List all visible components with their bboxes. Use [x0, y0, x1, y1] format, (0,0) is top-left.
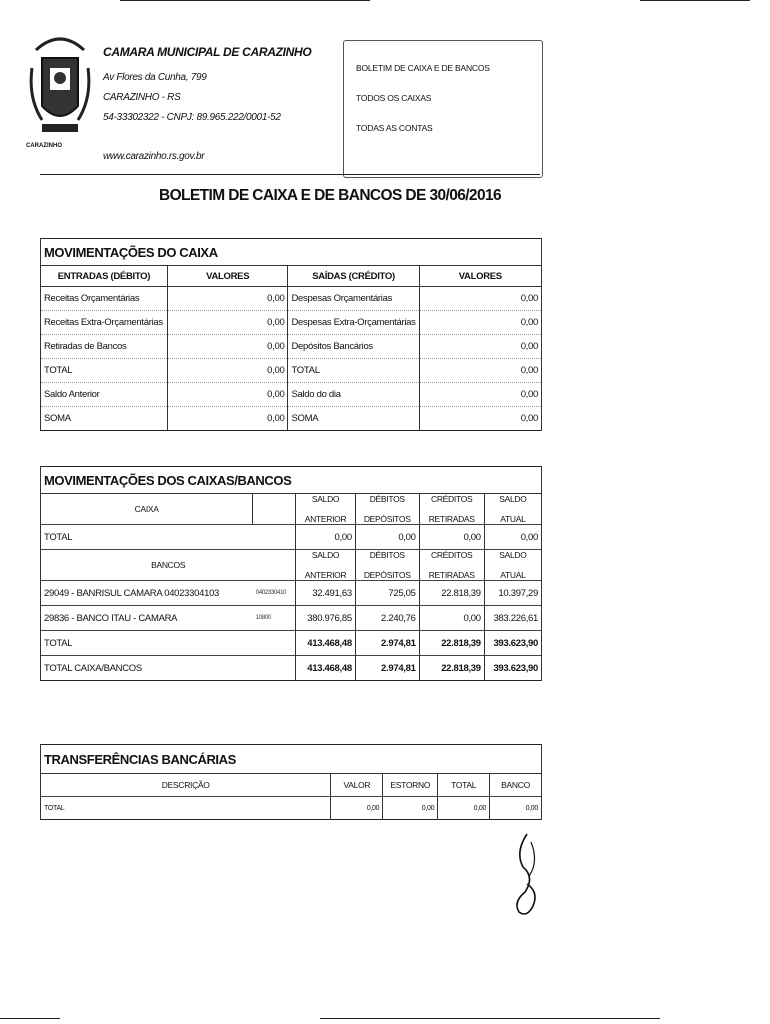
table-row [41, 287, 542, 311]
column-header: CAIXA [41, 494, 253, 525]
saldo-anterior: 413.468,48 [296, 656, 355, 681]
handwritten-signature [505, 832, 545, 917]
entrada-label: Receitas Extra-Orçamentárias [41, 311, 168, 335]
table-row [41, 407, 542, 431]
header-line: SALDO [499, 494, 527, 504]
scan-edge-mark [640, 0, 750, 1]
city-line: CARAZINHO - RS [103, 92, 181, 103]
table-row [41, 383, 542, 407]
document-title: BOLETIM DE CAIXA E DE BANCOS DE 30/06/2016 [159, 187, 502, 204]
saida-label: Depósitos Bancários [288, 335, 419, 359]
table-row [41, 335, 542, 359]
creditos: 0,00 [419, 606, 484, 631]
transferencias-table [40, 744, 542, 820]
entrada-value: 0,00 [167, 311, 288, 335]
crest-caption: CARAZINHO [26, 143, 62, 149]
caixa-header-row [41, 494, 542, 525]
estorno: 0,00 [383, 797, 438, 820]
saldo-atual: 0,00 [484, 525, 541, 550]
phone-cnpj-line: 54-33302322 - CNPJ: 89.965.222/0001-52 [103, 112, 281, 123]
column-header [419, 550, 484, 581]
creditos: 0,00 [419, 525, 484, 550]
saldo-anterior: 380.976,85 [296, 606, 355, 631]
saida-label: Saldo do dia [288, 383, 419, 407]
saida-value: 0,00 [419, 311, 541, 335]
bank-account-number: 0402330410 [253, 581, 296, 606]
bancos-header-row [41, 550, 542, 581]
column-header: BANCOS [41, 550, 296, 581]
grand-total-row [41, 656, 542, 681]
header-line: ATUAL [500, 570, 526, 580]
saldo-anterior: 413.468,48 [296, 631, 355, 656]
header-line: DÉBITOS [369, 494, 405, 504]
header-line: DEPÓSITOS [363, 570, 411, 580]
entrada-value: 0,00 [167, 383, 288, 407]
section-title: TRANSFERÊNCIAS BANCÁRIAS [41, 745, 542, 774]
stamp-contas: TODAS AS CONTAS [356, 123, 433, 133]
column-header [296, 494, 355, 525]
municipal-crest-logo [28, 28, 92, 156]
scan-edge-mark [0, 1018, 60, 1019]
bank-row [41, 606, 542, 631]
saida-value: 0,00 [419, 287, 541, 311]
table-row [41, 311, 542, 335]
caixas-bancos-table [40, 466, 542, 681]
column-header: VALORES [167, 266, 288, 287]
saldo-atual: 393.623,90 [484, 656, 541, 681]
debitos: 0,00 [355, 525, 419, 550]
column-header: TOTAL [438, 774, 490, 797]
row-label: TOTAL [41, 797, 331, 820]
table-header-row [41, 774, 542, 797]
row-label: TOTAL [41, 631, 296, 656]
header-line: SALDO [311, 494, 340, 504]
bank-account-number: 10800 [253, 606, 296, 631]
column-header: VALOR [331, 774, 383, 797]
column-header [296, 550, 355, 581]
scan-edge-mark [120, 0, 370, 1]
saldo-anterior: 0,00 [296, 525, 355, 550]
header-line: DÉBITOS [369, 550, 405, 560]
organization-name: CAMARA MUNICIPAL DE CARAZINHO [103, 45, 312, 59]
saida-value: 0,00 [419, 359, 541, 383]
entrada-label: Retiradas de Bancos [41, 335, 168, 359]
row-label: TOTAL CAIXA/BANCOS [41, 656, 296, 681]
filter-stamp-box [343, 40, 543, 178]
debitos: 2.974,81 [355, 631, 419, 656]
column-header: DESCRIÇÃO [41, 774, 331, 797]
account-column [253, 494, 296, 525]
saida-value: 0,00 [419, 407, 541, 431]
column-header: BANCO [490, 774, 542, 797]
entrada-label: SOMA [41, 407, 168, 431]
entrada-value: 0,00 [167, 359, 288, 383]
entrada-label: Saldo Anterior [41, 383, 168, 407]
column-header: VALORES [419, 266, 541, 287]
section-title: MOVIMENTAÇÕES DO CAIXA [41, 239, 542, 266]
stamp-report-name: BOLETIM DE CAIXA E DE BANCOS [356, 63, 490, 73]
total: 0,00 [438, 797, 490, 820]
table-row [41, 359, 542, 383]
bank-name: 29836 - BANCO ITAU - CAMARA [41, 606, 253, 631]
header-line: RETIRADAS [428, 514, 475, 524]
section-title: MOVIMENTAÇÕES DOS CAIXAS/BANCOS [41, 467, 542, 494]
header-line: ATUAL [500, 514, 526, 524]
caixa-total-row [41, 525, 542, 550]
bank-name: 29049 - BANRISUL CAMARA 04023304103 [41, 581, 253, 606]
saldo-atual: 393.623,90 [484, 631, 541, 656]
saida-label: TOTAL [288, 359, 419, 383]
saldo-atual: 383.226,61 [484, 606, 541, 631]
banco: 0,00 [490, 797, 542, 820]
bank-row [41, 581, 542, 606]
row-label: TOTAL [41, 525, 296, 550]
valor: 0,00 [331, 797, 383, 820]
scan-edge-mark [320, 1018, 660, 1019]
header-line: CRÉDITOS [431, 494, 473, 504]
saida-label: SOMA [288, 407, 419, 431]
column-header: SAÍDAS (CRÉDITO) [288, 266, 419, 287]
saida-value: 0,00 [419, 335, 541, 359]
column-header: ESTORNO [383, 774, 438, 797]
header-line: ANTERIOR [304, 570, 347, 580]
header-line: SALDO [311, 550, 340, 560]
bancos-total-row [41, 631, 542, 656]
saida-label: Despesas Orçamentárias [288, 287, 419, 311]
column-header [355, 494, 419, 525]
entrada-value: 0,00 [167, 407, 288, 431]
saldo-atual: 10.397,29 [484, 581, 541, 606]
creditos: 22.818,39 [419, 656, 484, 681]
table-header-row [41, 266, 542, 287]
website-line: www.carazinho.rs.gov.br [103, 151, 205, 162]
column-header [419, 494, 484, 525]
column-header: ENTRADAS (DÉBITO) [41, 266, 168, 287]
column-header [484, 494, 541, 525]
address-line: Av Flores da Cunha, 799 [103, 72, 207, 83]
saida-value: 0,00 [419, 383, 541, 407]
entrada-label: Receitas Orçamentárias [41, 287, 168, 311]
saida-label: Despesas Extra-Orçamentárias [288, 311, 419, 335]
header-line: CRÉDITOS [431, 550, 473, 560]
header-line: DEPÓSITOS [363, 514, 411, 524]
total-row [41, 797, 542, 820]
column-header [484, 550, 541, 581]
stamp-caixas: TODOS OS CAIXAS [356, 93, 432, 103]
entrada-value: 0,00 [167, 335, 288, 359]
debitos: 2.240,76 [355, 606, 419, 631]
header-line: ANTERIOR [304, 514, 347, 524]
saldo-anterior: 32.491,63 [296, 581, 355, 606]
debitos: 725,05 [355, 581, 419, 606]
creditos: 22.818,39 [419, 631, 484, 656]
entrada-value: 0,00 [167, 287, 288, 311]
column-header [355, 550, 419, 581]
header-line: RETIRADAS [428, 570, 475, 580]
creditos: 22.818,39 [419, 581, 484, 606]
header-line: SALDO [499, 550, 527, 560]
debitos: 2.974,81 [355, 656, 419, 681]
entrada-label: TOTAL [41, 359, 168, 383]
caixa-movements-table [40, 238, 542, 431]
header-divider [40, 174, 540, 175]
